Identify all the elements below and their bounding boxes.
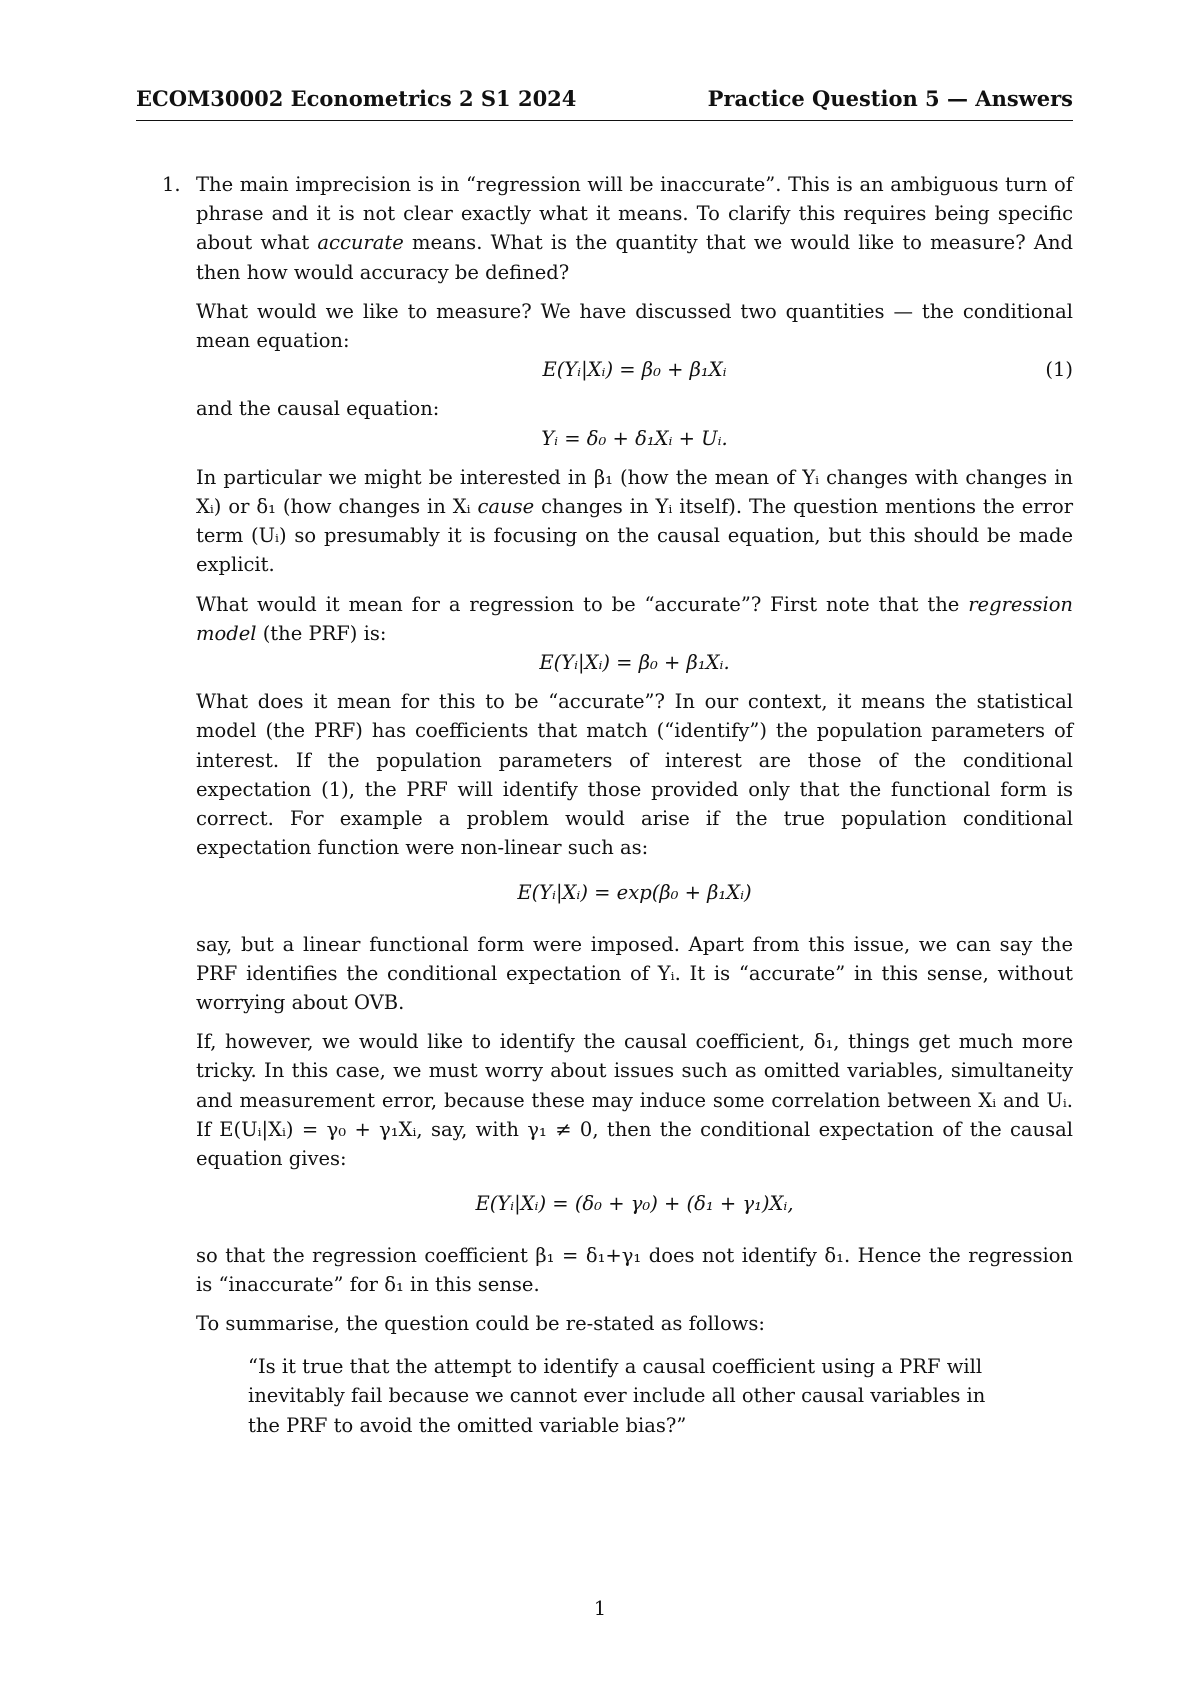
paragraph-accurate-b: (the PRF) is: xyxy=(262,621,387,645)
paragraph-intro-end: means. What is the quantity that we would like to measure? And then how would accuracy be defined? xyxy=(196,231,1073,284)
equation-causal xyxy=(196,424,1073,453)
paragraph-functional-form: say, but a linear functional form were imposed. Apart from this issue, we can say the PRF identifies the conditional expectation of Yᵢ. It is “accurate” in this sense, without worrying about OVB. xyxy=(196,932,1073,1015)
paragraph-parameters xyxy=(196,463,1073,580)
document-title: Practice Question 5 — Answers xyxy=(707,86,1073,111)
equation-nonlinear xyxy=(196,878,1073,907)
page-header xyxy=(136,84,1073,121)
paragraph-accurate xyxy=(196,590,1073,648)
emphasis-cause: cause xyxy=(477,495,535,519)
equation-1-text: E(Yᵢ|Xᵢ) = β₀ + β₁Xᵢ xyxy=(542,358,727,382)
equation-prf xyxy=(196,648,1073,677)
paragraph-summary: To summarise, the question could be re-stated as follows: xyxy=(196,1311,766,1335)
paragraph-accurate-a: What would it mean for a regression to be “accurate”? First note that the xyxy=(196,592,960,616)
paragraph-measure: What would we like to measure? We have discussed two quantities — the conditional mean equation: xyxy=(196,299,1073,353)
restated-question-quote: “Is it true that the attempt to identify a causal coefficient using a PRF will inevitably fail because we cannot ever include all other causal variables in the PRF to avoid the omitted variable bias?” xyxy=(248,1355,986,1437)
paragraph-causal-intro: and the causal equation: xyxy=(196,397,440,421)
equation-1-label: (1) xyxy=(1045,358,1073,382)
equation-5-text: E(Yᵢ|Xᵢ) = (δ₀ + γ₀) + (δ₁ + γ₁)Xᵢ, xyxy=(475,1192,794,1216)
equation-2-text: Yᵢ = δ₀ + δ₁Xᵢ + Uᵢ. xyxy=(541,426,728,450)
paragraph-intro-text: The main imprecision is in “regression will be inaccurate”. This is an ambiguous turn of phrase and it is not clear exactly what it means. To clarify this requires being specific about what xyxy=(196,173,1073,255)
course-title: ECOM30002 Econometrics 2 S1 2024 xyxy=(136,86,577,111)
paragraph-regression-coefficient: so that the regression coefficient β₁ = δ₁+γ₁ does not identify δ₁. Hence the regression is “inaccurate” for δ₁ in this sense. xyxy=(196,1243,1073,1296)
equation-expectation xyxy=(196,1189,1073,1218)
emphasis-accurate: accurate xyxy=(317,231,404,255)
paragraph-causal-coefficient: If, however, we would like to identify the causal coefficient, δ₁, things get much more tricky. In this case, we must worry about issues such as omitted variables, simultaneity and measurement error, because these may induce some correlation between Xᵢ and Uᵢ. If E(Uᵢ|Xᵢ) = γ₀ + γ₁Xᵢ, say, with γ₁ ≠ 0, then the conditional expectation of the causal equation gives: xyxy=(196,1030,1073,1171)
equation-3-text: E(Yᵢ|Xᵢ) = β₀ + β₁Xᵢ. xyxy=(539,651,730,675)
emphasis-regression-model: regression model xyxy=(196,592,1073,645)
equation-conditional-mean xyxy=(196,355,1073,384)
paragraph-intro xyxy=(162,170,1073,287)
item-number: 1. xyxy=(162,173,181,196)
paragraph-parameters-b: changes in Yᵢ itself). The question mentions the error term (Uᵢ) so presumably it is focusing on the causal equation, but this should be made explicit. xyxy=(196,495,1074,577)
answer-body xyxy=(162,170,1074,1440)
paragraph-parameters-a: In particular we might be interested in β₁ (how the mean of Yᵢ changes with changes in Xᵢ) or δ₁ (how changes in Xᵢ xyxy=(196,465,1073,519)
paragraph-meaning: What does it mean for this to be “accurate”? In our context, it means the statistical model (the PRF) has coefficients that match (“identify”) the population parameters of interest. If the population parameters of interest are those of the conditional expectation (1), the PRF will identify those provided only that the functional form is correct. For example a problem would arise if the true population conditional expectation function were non-linear such as: xyxy=(196,690,1073,860)
page-number: 1 xyxy=(593,1597,607,1620)
equation-4-text: E(Yᵢ|Xᵢ) = exp(β₀ + β₁Xᵢ) xyxy=(517,881,752,905)
